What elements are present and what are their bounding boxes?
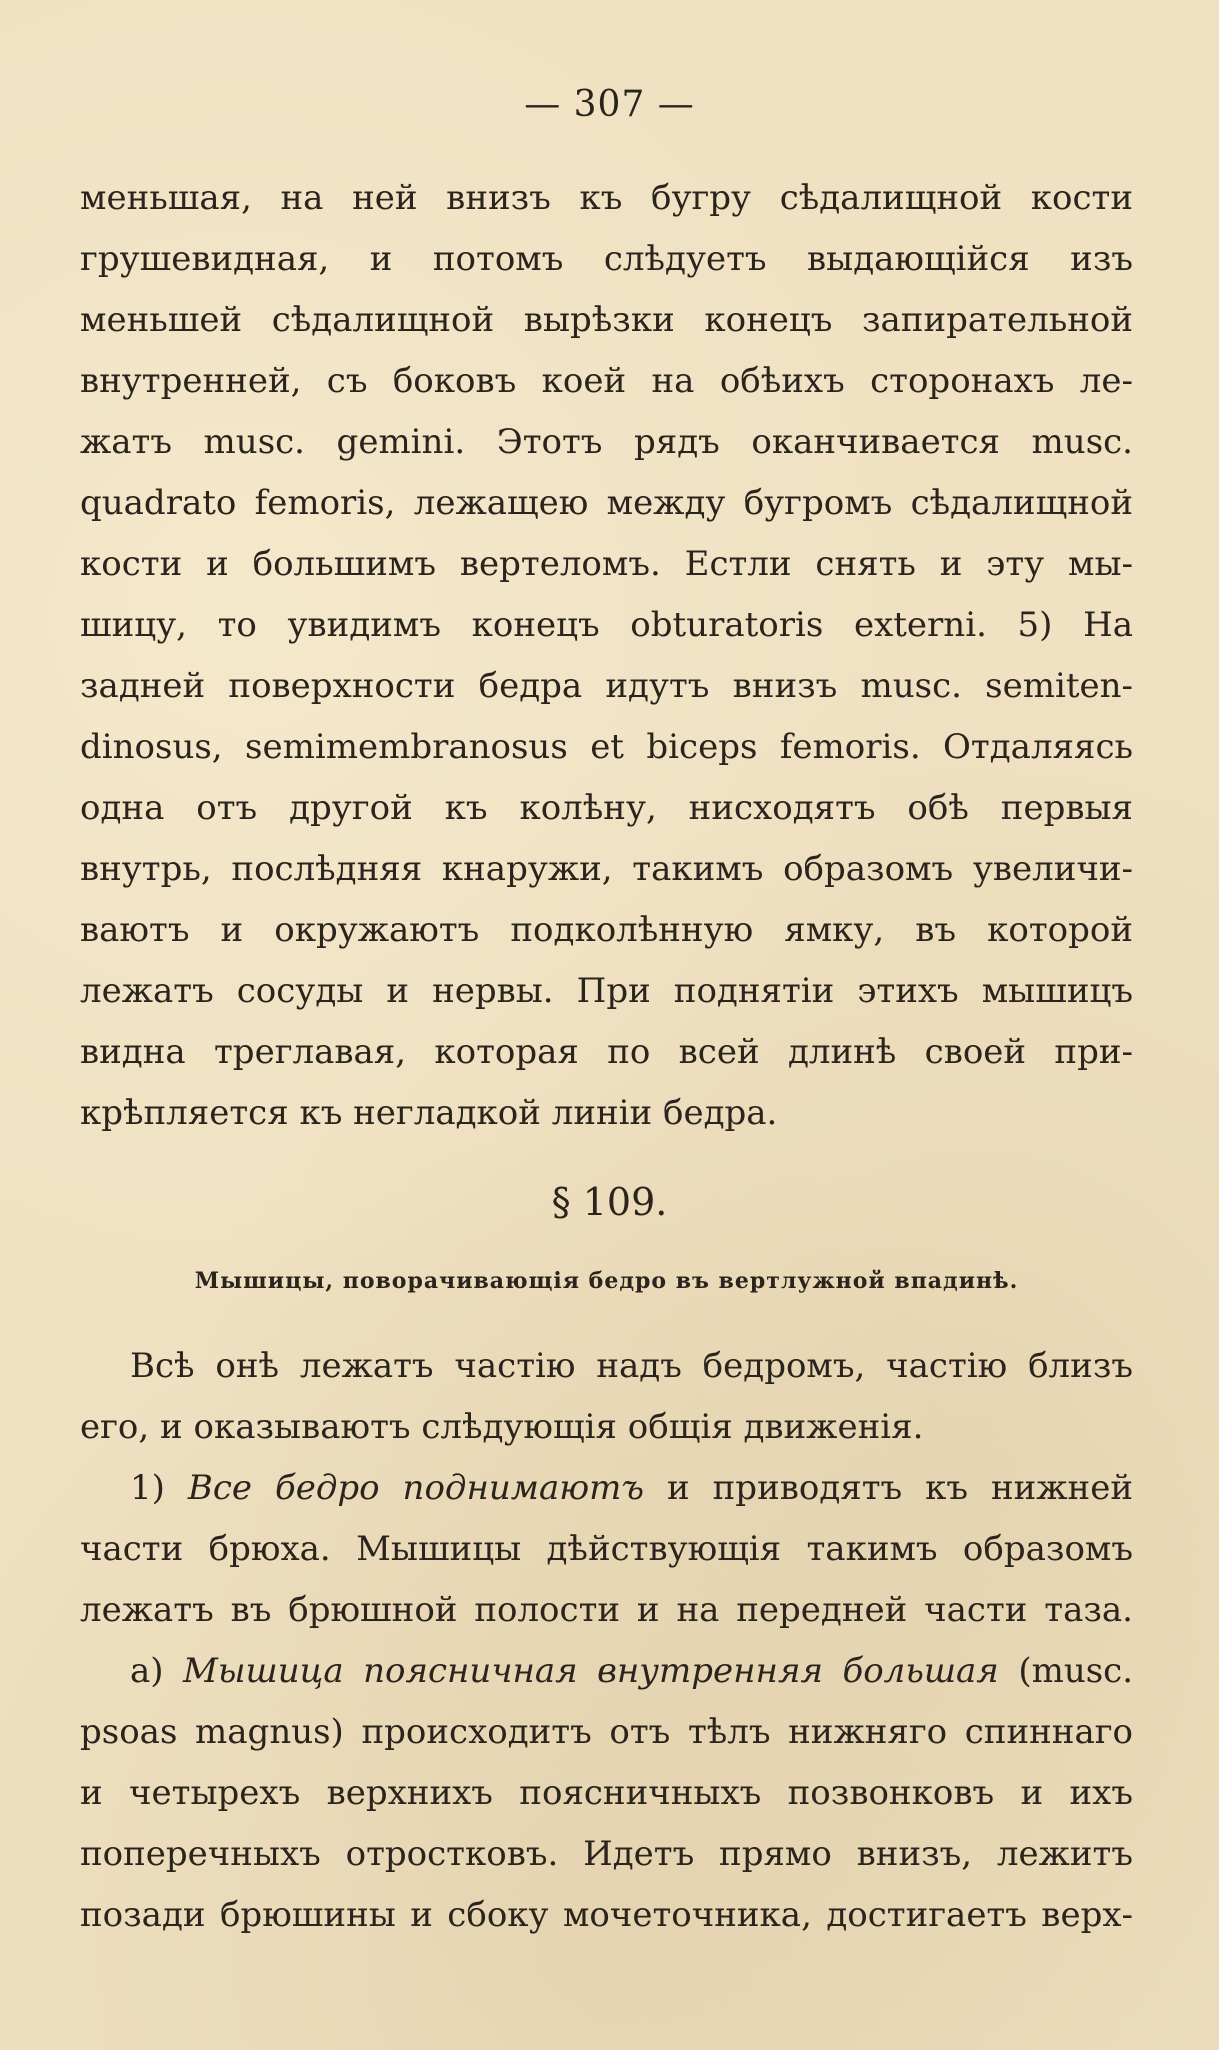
text-line: quadrato femoris, лежащею между бугромъ сѣдалищной: [80, 483, 1133, 523]
text-fragment: (musc.: [1018, 1651, 1134, 1691]
text-line: части брюха. Мышицы дѣйствующія такимъ образомъ: [80, 1529, 1133, 1569]
text-line: лежатъ сосуды и нервы. При поднятіи этихъ мышицъ: [80, 971, 1133, 1011]
text-line: видна треглавая, которая по всей длинѣ своей при-: [80, 1032, 1133, 1072]
text-line: жатъ musc. gemini. Этотъ рядъ оканчивается musc.: [80, 422, 1133, 462]
section-body: [80, 1336, 1133, 1946]
text-line: шицу, то увидимъ конецъ obturatoris externi. 5) На: [80, 605, 1133, 645]
item-letter: a): [130, 1651, 164, 1691]
text-line: лежатъ въ брюшной полости и на передней части таза.: [80, 1590, 1133, 1630]
text-line: ваютъ и окружаютъ подколѣнную ямку, въ которой: [80, 910, 1133, 950]
text-line: крѣпляется къ негладкой линіи бедра.: [80, 1093, 778, 1133]
text-line: psoas magnus) происходитъ отъ тѣлъ нижняго спиннаго: [80, 1712, 1133, 1752]
text-line: поперечныхъ отростковъ. Идетъ прямо внизъ, лежитъ: [80, 1834, 1133, 1874]
text-line: позади брюшины и сбоку мочеточника, достигаетъ верх-: [80, 1895, 1133, 1935]
section-number: § 109.: [551, 1180, 668, 1224]
section-title: Мышицы, поворачивающія бедро въ вертлужной впадинѣ.: [194, 1268, 1019, 1294]
paragraph-continued: [80, 168, 1133, 1144]
text-line: и четырехъ верхнихъ поясничныхъ позвонковъ и ихъ: [80, 1773, 1133, 1813]
item-number: 1): [130, 1468, 165, 1508]
text-line: меньшая, на ней внизъ къ бугру сѣдалищной кости: [80, 178, 1133, 218]
text-line: внутрь, послѣдняя кнаружи, такимъ образомъ увеличи-: [80, 849, 1133, 889]
italic-term: Все бедро поднимаютъ: [187, 1468, 645, 1508]
page-number: — 307 —: [524, 84, 695, 125]
text-line: грушевидная, и потомъ слѣдуетъ выдающійся изъ: [80, 239, 1133, 279]
text-line: dinosus, semimembranosus et biceps femoris. Отдаляясь: [80, 727, 1133, 767]
text-line-lettered: [80, 1641, 1133, 1702]
text-line: меньшей сѣдалищной вырѣзки конецъ запирательной: [80, 300, 1133, 340]
text-line: кости и большимъ вертеломъ. Естли снять и эту мы-: [80, 544, 1133, 584]
italic-term: Мышица поясничная внутренняя большая: [183, 1651, 999, 1691]
text-line: одна отъ другой къ колѣну, нисходятъ обѣ первыя: [80, 788, 1133, 828]
text-line-numbered: [80, 1458, 1133, 1519]
text-line: Всѣ онѣ лежатъ частію надъ бедромъ, частію близъ: [130, 1346, 1133, 1386]
text-line: его, и оказываютъ слѣдующія общія движенія.: [80, 1407, 924, 1447]
text-line: задней поверхности бедра идутъ внизъ musc. semiten-: [80, 666, 1133, 706]
text-line: внутренней, съ боковъ коей на обѣихъ сторонахъ ле-: [80, 361, 1133, 401]
text-fragment: и приводятъ къ нижней: [667, 1468, 1133, 1508]
